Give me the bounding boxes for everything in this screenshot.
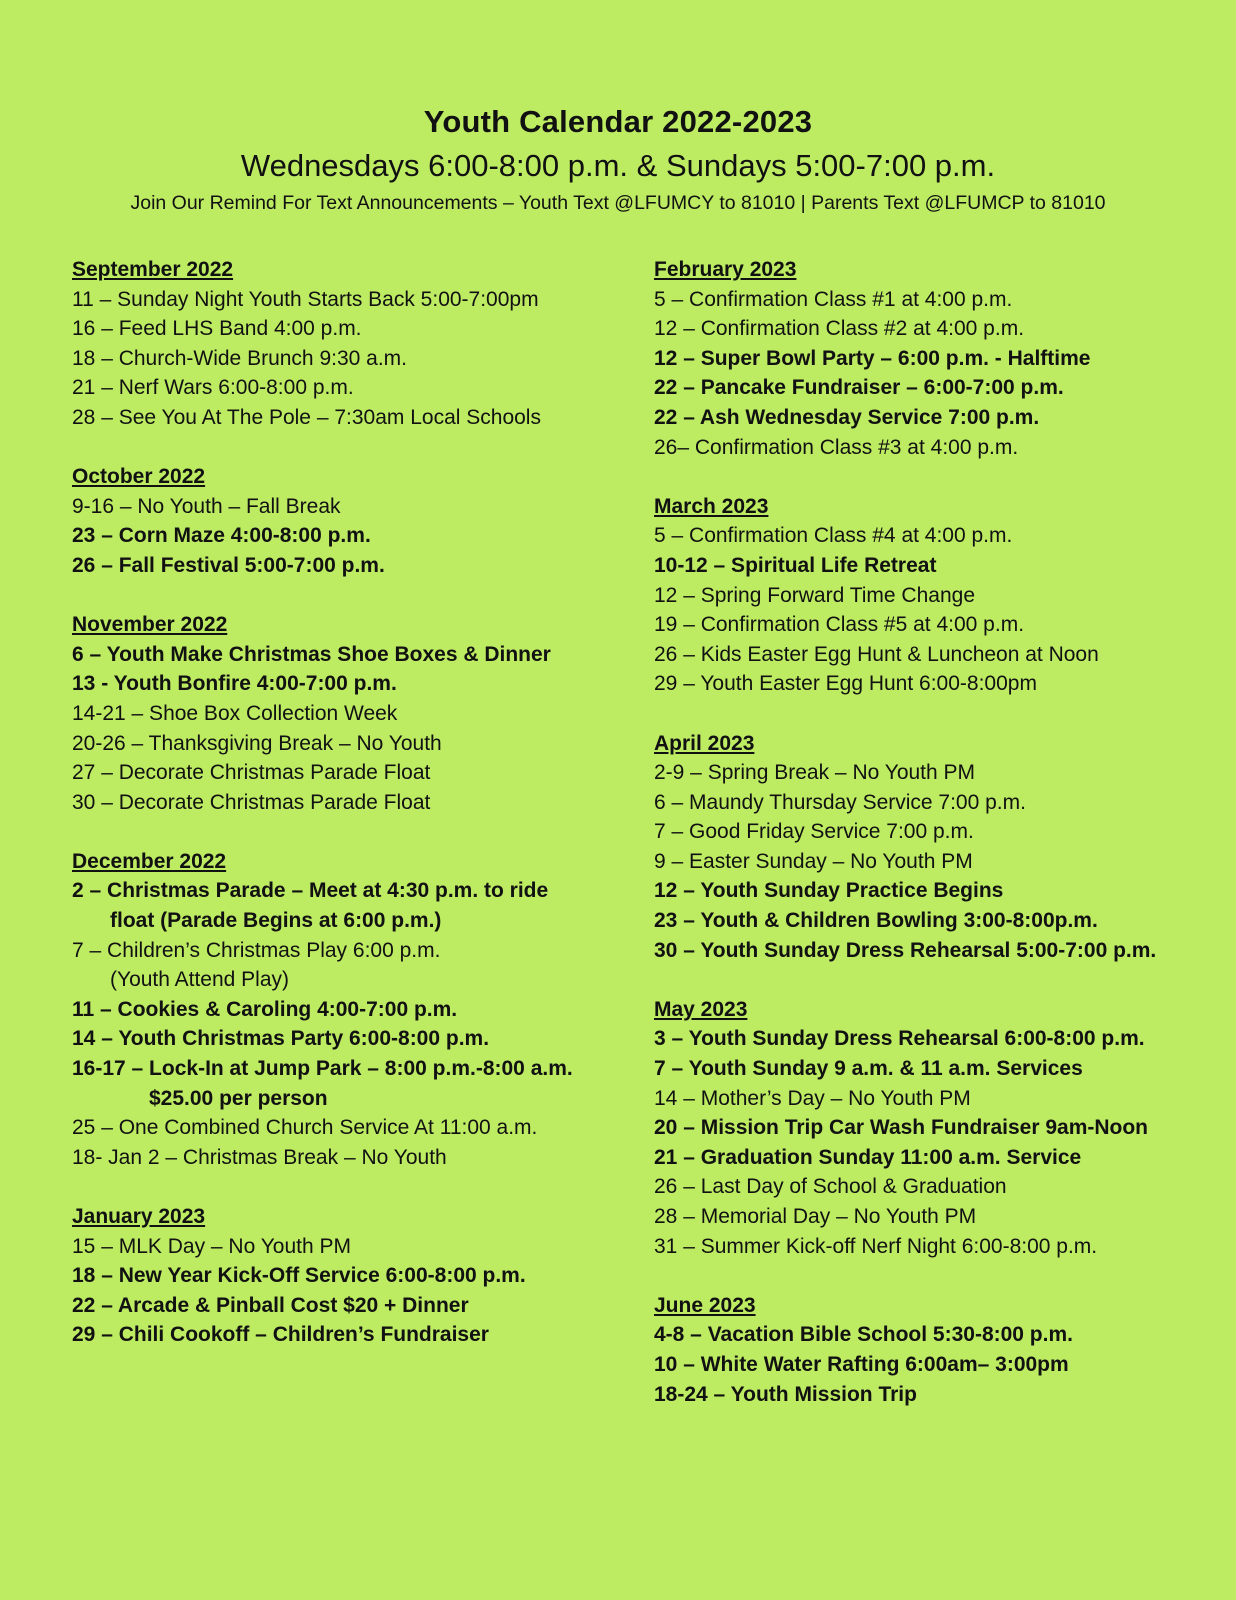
event-item: 6 – Maundy Thursday Service 7:00 p.m.: [654, 790, 1026, 814]
event-item: 12 – Youth Sunday Practice Begins: [654, 879, 1004, 903]
event-item: 28 – See You At The Pole – 7:30am Local Schools: [72, 405, 541, 429]
event-item: 2 – Christmas Parade – Meet at 4:30 p.m. to ride: [72, 879, 549, 903]
month-heading: January 2023: [72, 1205, 206, 1228]
event-item: 3 – Youth Sunday Dress Rehearsal 6:00-8:00 p.m.: [654, 1027, 1145, 1051]
event-item: 5 – Confirmation Class #1 at 4:00 p.m.: [654, 287, 1013, 311]
month-heading: December 2022: [72, 849, 227, 873]
month-heading: February 2023: [654, 258, 797, 281]
month-section: [72, 1202, 632, 1350]
event-item: 14-21 – Shoe Box Collection Week: [72, 701, 398, 725]
event-item: 31 – Summer Kick-off Nerf Night 6:00-8:00 p.m.: [654, 1234, 1098, 1258]
event-item: 18-24 – Youth Mission Trip: [654, 1382, 917, 1406]
event-item: 5 – Confirmation Class #4 at 4:00 p.m.: [654, 524, 1013, 548]
event-item: 26 – Fall Festival 5:00-7:00 p.m.: [72, 553, 385, 577]
event-item: 18- Jan 2 – Christmas Break – No Youth: [72, 1145, 447, 1169]
event-item: 23 – Youth & Children Bowling 3:00-8:00p.m.: [654, 909, 1098, 933]
event-item: 16-17 – Lock-In at Jump Park – 8:00 p.m.-8:00 a.m.: [72, 1057, 573, 1081]
month-section: [654, 995, 1224, 1261]
meeting-times: Wednesdays 6:00-8:00 p.m. & Sundays 5:00-7:00 p.m.: [240, 148, 996, 183]
event-item: 12 – Super Bowl Party – 6:00 p.m. - Halftime: [654, 346, 1091, 370]
event-item: 30 – Decorate Christmas Parade Float: [72, 790, 431, 814]
month-heading: June 2023: [654, 1293, 756, 1317]
event-item: 29 – Youth Easter Egg Hunt 6:00-8:00pm: [654, 672, 1037, 696]
event-item: 22 – Pancake Fundraiser – 6:00-7:00 p.m.: [654, 376, 1064, 400]
event-item: 20-26 – Thanksgiving Break – No Youth: [72, 731, 442, 755]
event-item: 26 – Kids Easter Egg Hunt & Luncheon at Noon: [654, 642, 1099, 666]
event-item: 29 – Chili Cookoff – Children’s Fundraiser: [72, 1323, 489, 1347]
event-item: $25.00 per person: [149, 1086, 328, 1110]
event-item: 18 – New Year Kick-Off Service 6:00-8:00 p.m.: [72, 1264, 526, 1288]
event-item: float (Parade Begins at 6:00 p.m.): [110, 909, 442, 933]
event-item: 6 – Youth Make Christmas Shoe Boxes & Dinner: [72, 642, 551, 666]
month-heading: March 2023: [654, 494, 769, 518]
event-item: 12 – Confirmation Class #2 at 4:00 p.m.: [654, 317, 1025, 341]
event-item: 12 – Spring Forward Time Change: [654, 583, 975, 607]
event-item: 9-16 – No Youth – Fall Break: [72, 494, 341, 518]
event-item: 11 – Cookies & Caroling 4:00-7:00 p.m.: [72, 997, 458, 1021]
event-item: 15 – MLK Day – No Youth PM: [72, 1234, 351, 1258]
event-item: 25 – One Combined Church Service At 11:00 a.m.: [72, 1116, 538, 1140]
event-item: 11 – Sunday Night Youth Starts Back 5:00-7:00pm: [72, 287, 539, 311]
event-item: 22 – Arcade & Pinball Cost $20 + Dinner: [72, 1293, 469, 1317]
event-item: 4-8 – Vacation Bible School 5:30-8:00 p.m.: [654, 1323, 1073, 1347]
event-item: 14 – Mother’s Day – No Youth PM: [654, 1086, 971, 1110]
event-item: 2-9 – Spring Break – No Youth PM: [654, 761, 976, 785]
event-item: 16 – Feed LHS Band 4:00 p.m.: [72, 317, 362, 341]
month-heading: October 2022: [72, 465, 206, 489]
month-heading: May 2023: [654, 997, 748, 1021]
page-title: Youth Calendar 2022-2023: [423, 104, 813, 139]
event-item: 13 - Youth Bonfire 4:00-7:00 p.m.: [72, 672, 397, 696]
month-heading: April 2023: [654, 731, 755, 755]
event-item: 19 – Confirmation Class #5 at 4:00 p.m.: [654, 613, 1025, 637]
event-item: 10-12 – Spiritual Life Retreat: [654, 553, 937, 577]
month-section: [72, 255, 632, 433]
event-item: 7 – Children’s Christmas Play 6:00 p.m.: [72, 938, 441, 962]
month-section: [72, 462, 632, 580]
event-item: 21 – Nerf Wars 6:00-8:00 p.m.: [72, 376, 354, 400]
month-section: [72, 847, 632, 1173]
month-section: [72, 610, 632, 817]
event-item: 21 – Graduation Sunday 11:00 a.m. Service: [654, 1145, 1082, 1169]
left-column: [72, 255, 632, 1380]
event-item: (Youth Attend Play): [110, 968, 290, 992]
event-item: 28 – Memorial Day – No Youth PM: [654, 1205, 977, 1228]
month-section: [654, 492, 1224, 699]
month-heading: September 2022: [72, 258, 234, 281]
event-item: 20 – Mission Trip Car Wash Fundraiser 9am-Noon: [654, 1116, 1149, 1140]
event-item: 9 – Easter Sunday – No Youth PM: [654, 849, 973, 873]
event-item: 26 – Last Day of School & Graduation: [654, 1175, 1007, 1199]
event-item: 7 – Youth Sunday 9 a.m. & 11 a.m. Services: [654, 1057, 1083, 1081]
event-item: 30 – Youth Sunday Dress Rehearsal 5:00-7:00 p.m.: [654, 938, 1157, 962]
month-heading: November 2022: [72, 613, 228, 637]
right-column: [654, 255, 1224, 1439]
event-item: 14 – Youth Christmas Party 6:00-8:00 p.m.: [72, 1027, 490, 1051]
event-item: 18 – Church-Wide Brunch 9:30 a.m.: [72, 346, 407, 370]
event-item: 23 – Corn Maze 4:00-8:00 p.m.: [72, 524, 371, 548]
remind-announcement: Join Our Remind For Text Announcements – Youth Text @LFUMCY to 81010 | Parents Text @LFUMCP to 81010: [130, 192, 1106, 214]
event-item: 7 – Good Friday Service 7:00 p.m.: [654, 820, 974, 844]
event-item: 22 – Ash Wednesday Service 7:00 p.m.: [654, 405, 1040, 429]
month-section: [654, 1291, 1224, 1409]
event-item: 27 – Decorate Christmas Parade Float: [72, 761, 431, 785]
month-section: [654, 255, 1224, 462]
event-item: 10 – White Water Rafting 6:00am– 3:00pm: [654, 1352, 1069, 1376]
month-section: [654, 729, 1224, 966]
event-item: 26– Confirmation Class #3 at 4:00 p.m.: [654, 435, 1019, 459]
